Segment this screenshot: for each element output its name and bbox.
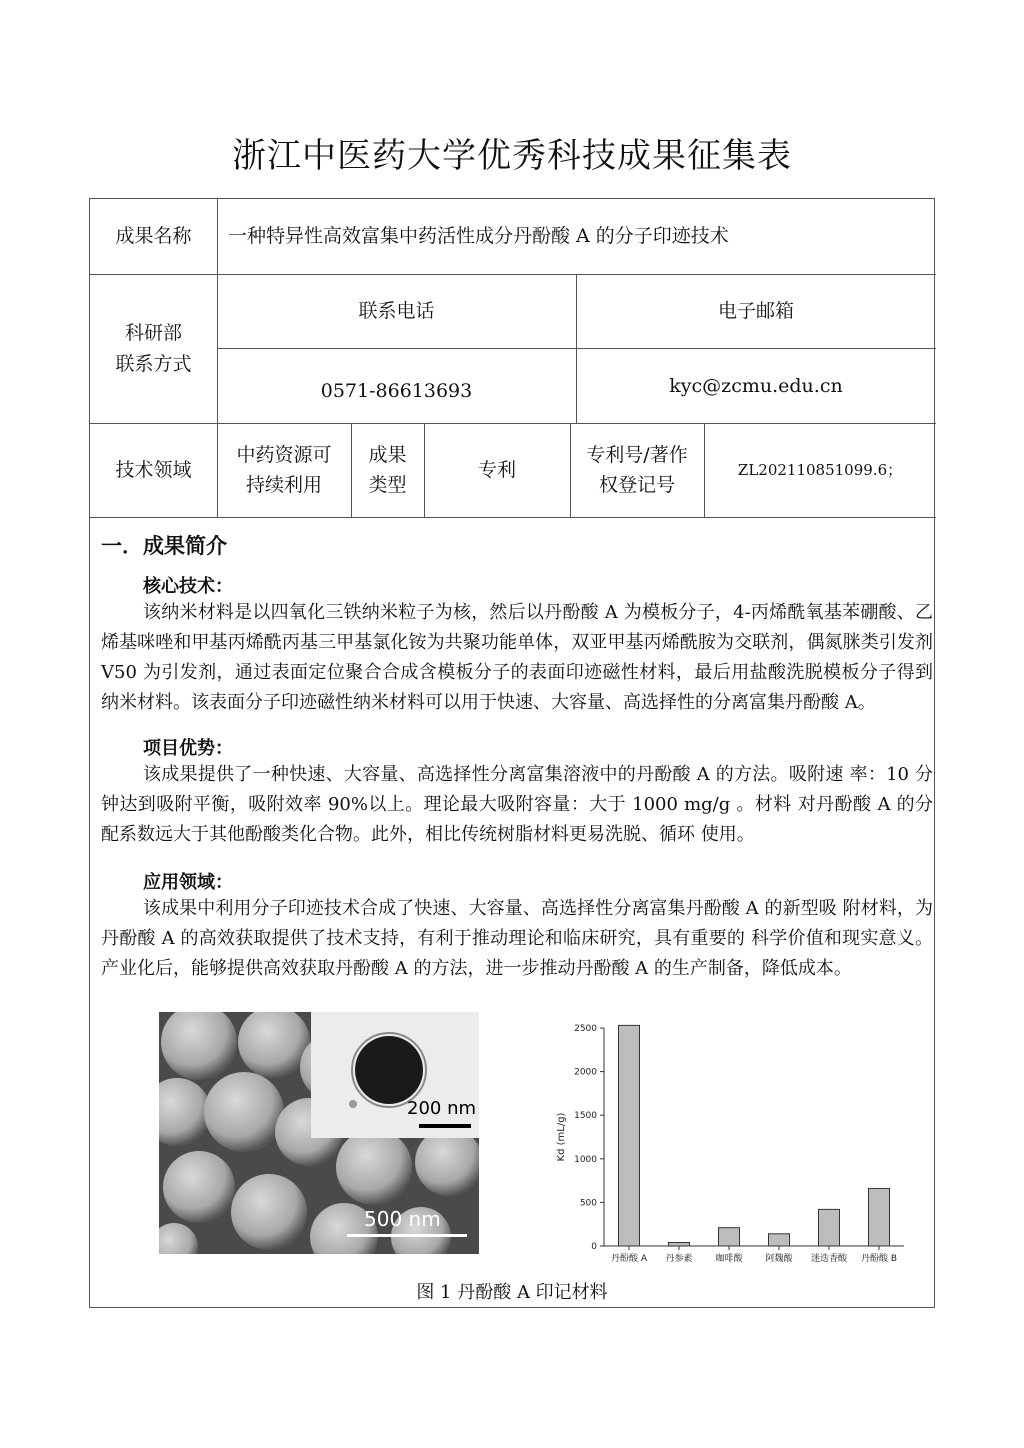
scale-bar-main: 500 nm bbox=[364, 1207, 441, 1231]
x-tick-label: 迷迭香酸 bbox=[810, 1254, 848, 1264]
kd-bar-chart bbox=[550, 1010, 920, 1268]
patent-value: ZL202110851099.6； bbox=[737, 461, 903, 479]
type-label bbox=[351, 423, 424, 517]
bar bbox=[719, 1228, 740, 1246]
advantage-title: 项目优势： bbox=[143, 738, 233, 759]
x-tick-label: 咖啡酸 bbox=[715, 1254, 743, 1264]
bar bbox=[619, 1025, 640, 1246]
patent-label-line-1: 专利号/著作 bbox=[586, 443, 688, 466]
y-tick-label: 500 bbox=[579, 1198, 597, 1209]
x-tick-label: 丹参素 bbox=[665, 1254, 693, 1264]
application-title: 应用领域： bbox=[143, 872, 233, 893]
name-label: 成果名称 bbox=[115, 225, 192, 248]
contact-label-line-1: 科研部 bbox=[124, 322, 182, 345]
type-label-line-1: 成果 bbox=[368, 443, 407, 466]
email-value: kyc@zcmu.edu.cn bbox=[669, 374, 843, 397]
scale-bar-inset: 200 nm bbox=[407, 1098, 477, 1119]
sem-micrograph bbox=[159, 1012, 479, 1254]
core-title: 核心技术： bbox=[143, 576, 233, 597]
advantage-text: 该成果提供了一种快速、大容量、高选择性分离富集溶液中的丹酚酸 A 的方法。吸附速 率：10 分钟达到吸附平衡，吸附效率 90%以上。理论最大吸附容量：大于 1000 mg/g 。材料 对丹酚酸 A 的分配系数远大于其他酚酸类化合物。此外，相比传统树脂材料更易洗脱、循环 使用。 bbox=[101, 764, 933, 845]
y-tick-label: 1000 bbox=[574, 1154, 597, 1165]
contact-label bbox=[90, 274, 217, 423]
section-title: 一．成果简介 bbox=[101, 534, 227, 558]
phone-header: 联系电话 bbox=[358, 299, 435, 322]
page-title: 浙江中医药大学优秀科技成果征集表 bbox=[232, 136, 792, 176]
name-value: 一种特异性高效富集中药活性成分丹酚酸 A 的分子印迹技术 bbox=[228, 225, 729, 248]
bar bbox=[669, 1243, 690, 1246]
y-tick-label: 2000 bbox=[574, 1067, 597, 1078]
bar bbox=[869, 1188, 890, 1246]
application-text: 该成果中利用分子印迹技术合成了快速、大容量、高选择性分离富集丹酚酸 A 的新型吸 附材料，为丹酚酸 A 的高效获取提供了技术支持，有利于推动理论和临床研究，具有重要的 科学价值和现实意义。产业化后，能够提供高效获取丹酚酸 A 的方法，进一步推动丹酚酸 A 的生产制备，降低成本。 bbox=[101, 898, 933, 979]
x-tick-label: 丹酚酸 A bbox=[610, 1254, 648, 1264]
x-tick-label: 丹酚酸 B bbox=[860, 1254, 898, 1264]
phone-value: 0571-86613693 bbox=[320, 379, 473, 402]
x-tick-label: 阿魏酸 bbox=[765, 1254, 793, 1264]
tem-inset bbox=[311, 1012, 479, 1138]
core-text: 该纳米材料是以四氧化三铁纳米粒子为核，然后以丹酚酸 A 为模板分子，4-丙烯酰氧基苯硼酸、乙烯基咪唑和甲基丙烯酰丙基三甲基氯化铵为共聚功能单体，双亚甲基丙烯酰胺为交联剂，偶氮脒类引发剂 V50 为引发剂，通过表面定位聚合合成含模板分子的表面印迹磁性材料，最后用盐酸洗脱模板分子得到纳米材料。该表面分子印迹磁性纳米材料可以用于快速、大容量、高选择性的分离富集丹酚酸 A。 bbox=[101, 602, 933, 713]
y-tick-label: 0 bbox=[591, 1242, 597, 1252]
y-axis-label: Kd (mL/g) bbox=[556, 1112, 567, 1162]
y-tick-label: 2500 bbox=[574, 1024, 597, 1034]
patent-label bbox=[570, 423, 704, 517]
field-value-line-1: 中药资源可 bbox=[236, 443, 332, 466]
patent-label-line-2: 权登记号 bbox=[598, 474, 675, 496]
field-value bbox=[217, 423, 351, 517]
email-header: 电子邮箱 bbox=[717, 299, 794, 322]
y-tick-label: 1500 bbox=[574, 1111, 597, 1122]
bar bbox=[769, 1234, 790, 1246]
row-divider bbox=[90, 517, 936, 518]
type-label-line-2: 类型 bbox=[368, 474, 407, 496]
tem-particle-image bbox=[311, 1012, 479, 1138]
field-value-line-2: 持续利用 bbox=[245, 474, 322, 496]
type-value: 专利 bbox=[477, 458, 516, 481]
field-label: 技术领域 bbox=[115, 458, 192, 481]
bar bbox=[819, 1209, 840, 1246]
figure-caption: 图 1 丹酚酸 A 印记材料 bbox=[416, 1282, 608, 1303]
contact-label-line-2: 联系方式 bbox=[115, 352, 192, 375]
